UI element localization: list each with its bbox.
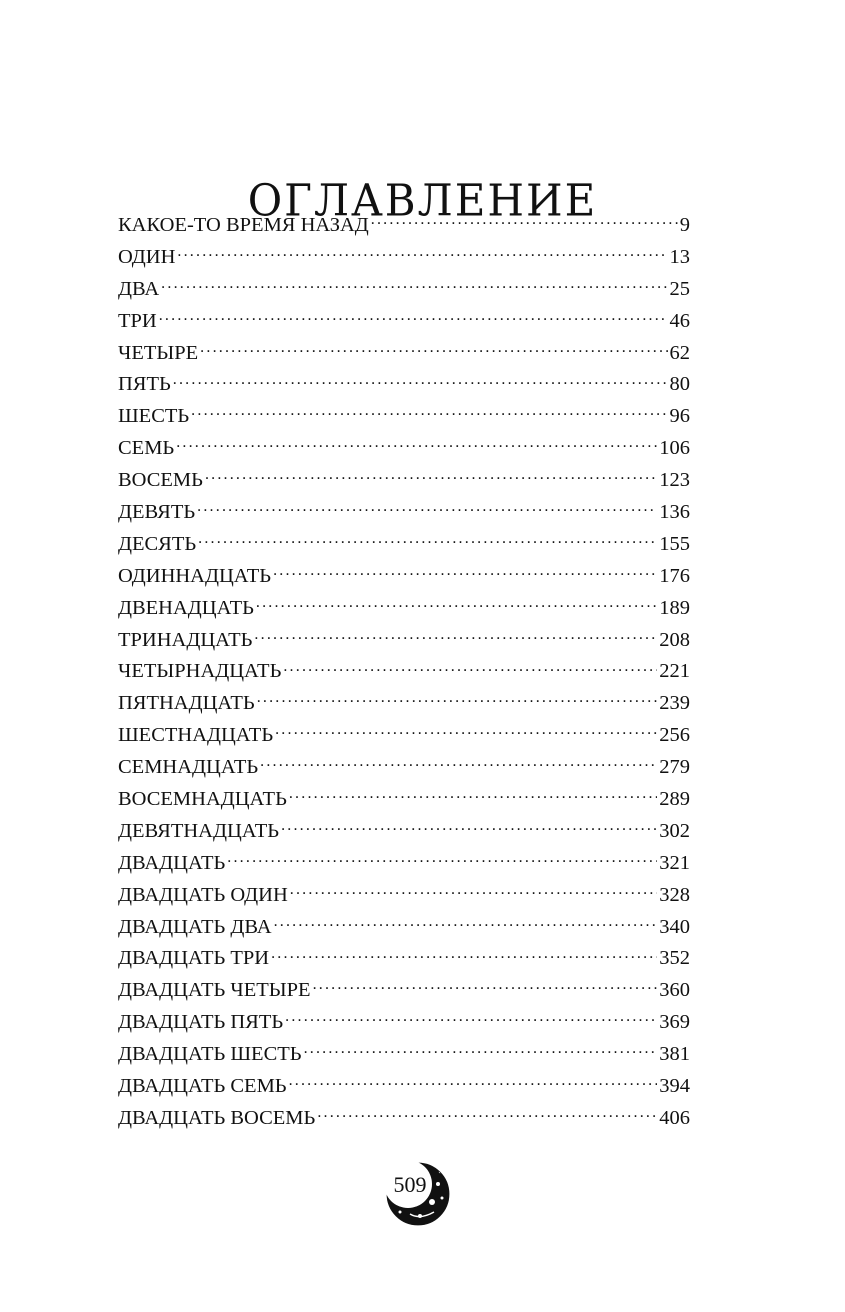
dot-leader [285,1008,657,1029]
toc-entry-page: 360 [659,979,690,1002]
toc-entry[interactable] [118,1007,690,1039]
toc-entry[interactable] [118,880,690,912]
dot-leader [289,1072,658,1093]
toc-entry-page: 279 [659,756,690,779]
dot-leader [191,402,667,423]
toc-entry-title: ДВАДЦАТЬ [118,851,226,874]
dot-leader [317,1103,657,1124]
toc-entry[interactable] [118,1039,690,1071]
toc-entry-title: ОДИН [118,245,176,268]
toc-entry-title: ДВАДЦАТЬ ОДИН [118,883,288,906]
dot-leader [273,561,657,582]
toc-entry-page: 221 [659,660,690,683]
toc-entry[interactable] [118,306,690,338]
dot-leader [176,434,657,455]
toc-entry-title: ПЯТНАДЦАТЬ [118,692,255,715]
dot-leader [200,338,667,359]
toc-entry-page: 46 [669,309,690,332]
toc-entry-title: ДВАДЦАТЬ ШЕСТЬ [118,1043,302,1066]
page-number-ornament [380,1156,452,1228]
toc-entry-page: 123 [659,469,690,492]
toc-entry-title: ДЕВЯТЬ [118,501,196,524]
toc-entry-title: ВОСЕМНАДЦАТЬ [118,788,287,811]
toc-entry-page: 239 [659,692,690,715]
dot-leader [257,689,658,710]
toc-entry[interactable] [118,688,690,720]
dot-leader [304,1040,658,1061]
toc-entry[interactable] [118,625,690,657]
dot-leader [289,785,657,806]
dot-leader [371,211,678,232]
toc-entry-title: ЧЕТЫРНАДЦАТЬ [118,660,282,683]
toc-entry-title: ШЕСТЬ [118,405,190,428]
toc-entry-page: 394 [659,1075,690,1098]
toc-entry-page: 302 [659,819,690,842]
toc-entry-page: 62 [669,341,690,364]
toc-entry-title: ДВЕНАДЦАТЬ [118,596,254,619]
toc-entry-title: ТРИНАДЦАТЬ [118,628,253,651]
toc-entry-title: ШЕСТНАДЦАТЬ [118,724,274,747]
toc-entry-page: 155 [659,532,690,555]
dot-leader [161,274,667,295]
toc-entry[interactable] [118,561,690,593]
toc-entry[interactable] [118,1103,690,1135]
toc-entry[interactable] [118,848,690,880]
toc-entry[interactable] [118,401,690,433]
toc-entry-title: ДВАДЦАТЬ ТРИ [118,947,270,970]
dot-leader [260,753,657,774]
page-title: ОГЛАВЛЕНИЕ [247,174,598,227]
toc-entry-page: 106 [659,437,690,460]
toc-entry-title: ДВАДЦАТЬ СЕМЬ [118,1075,287,1098]
toc-entry-page: 136 [659,501,690,524]
toc-entry-page: 13 [669,245,690,268]
toc-entry[interactable] [118,975,690,1007]
dot-leader [159,306,668,327]
toc-entry-page: 176 [659,564,690,587]
toc-entry-page: 80 [669,373,690,396]
toc-entry-page: 9 [679,214,690,236]
toc-entry-page: 96 [669,405,690,428]
dot-leader [281,816,657,837]
toc-entry-page: 25 [669,277,690,300]
dot-leader [227,848,657,869]
toc-entry-title: КАКОЕ-ТО ВРЕМЯ НАЗАД [118,214,369,236]
toc-entry[interactable] [118,784,690,816]
toc-entry-page: 381 [659,1043,690,1066]
toc-entry-page: 208 [659,628,690,651]
page-number: 509 [393,1172,427,1197]
toc-entry-title: ДВАДЦАТЬ ПЯТЬ [118,1011,284,1034]
dot-leader [274,912,658,933]
toc-entry[interactable] [118,816,690,848]
dot-leader [197,498,657,519]
dot-leader [205,466,657,487]
toc-entry[interactable] [118,210,690,242]
toc-entry[interactable] [118,274,690,306]
toc-entry[interactable] [118,242,690,274]
toc-entry-title: ОДИННАДЦАТЬ [118,564,272,587]
toc-entry-title: ТРИ [118,309,157,332]
toc-entry-page: 328 [659,883,690,906]
toc-entry[interactable] [118,720,690,752]
dot-leader [177,242,667,263]
toc-entry-title: ДВАДЦАТЬ ВОСЕМЬ [118,1106,316,1129]
toc-entry[interactable] [118,433,690,465]
toc-entry[interactable] [118,656,690,688]
toc-entry[interactable] [118,752,690,784]
dot-leader [173,370,668,391]
toc-entry-page: 321 [659,851,690,874]
toc-entry[interactable] [118,912,690,944]
toc-entry-title: ДЕСЯТЬ [118,532,197,555]
toc-entry-title: ПЯТЬ [118,373,171,396]
dot-leader [254,625,657,646]
table-of-contents [118,210,690,1135]
toc-entry[interactable] [118,593,690,625]
toc-entry[interactable] [118,943,690,975]
toc-entry-page: 189 [659,596,690,619]
toc-entry[interactable] [118,497,690,529]
toc-entry-title: ВОСЕМЬ [118,469,203,492]
toc-entry-title: ДВА [118,277,160,300]
toc-entry-page: 289 [659,788,690,811]
dot-leader [313,976,658,997]
toc-entry[interactable] [118,465,690,497]
toc-entry[interactable] [118,369,690,401]
toc-entry-page: 406 [659,1106,690,1129]
toc-entry-title: СЕМЬ [118,437,175,460]
toc-entry-page: 352 [659,947,690,970]
toc-entry[interactable] [118,1071,690,1103]
toc-entry-title: ДВАДЦАТЬ ЧЕТЫРЕ [118,979,311,1002]
dot-leader [198,529,657,550]
dot-leader [290,880,657,901]
dot-leader [283,657,657,678]
toc-entry[interactable] [118,338,690,370]
dot-leader [275,721,657,742]
toc-entry-title: СЕМНАДЦАТЬ [118,756,259,779]
dot-leader [256,593,657,614]
toc-entry-title: ДЕВЯТНАДЦАТЬ [118,819,280,842]
toc-entry-page: 256 [659,724,690,747]
dot-leader [271,944,657,965]
toc-entry-page: 340 [659,915,690,938]
toc-entry[interactable] [118,529,690,561]
toc-entry-title: ЧЕТЫРЕ [118,341,199,364]
toc-entry-title: ДВАДЦАТЬ ДВА [118,915,272,938]
toc-entry-page: 369 [659,1011,690,1034]
